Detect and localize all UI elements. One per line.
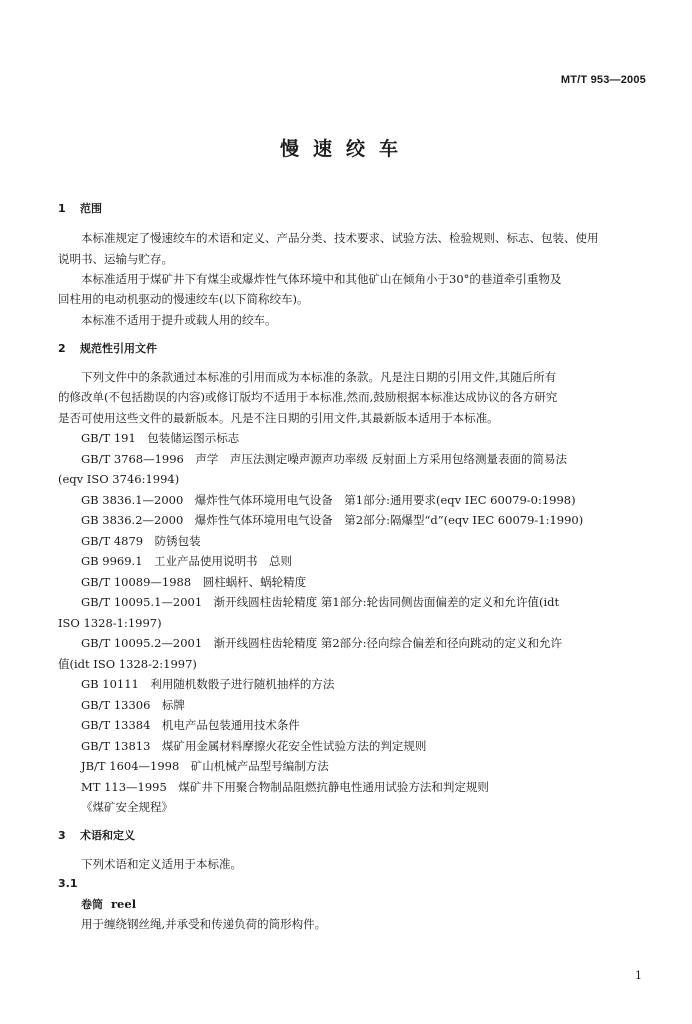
paragraph-line: 本标准规定了慢速绞车的术语和定义、产品分类、技术要求、试验方法、检验规则、标志、包装、使用 — [81, 231, 599, 245]
paragraph-line: 下列文件中的条款通过本标准的引用而成为本标准的条款。凡是注日期的引用文件,其随后所有 — [81, 370, 557, 384]
section-number: 2 — [58, 342, 66, 355]
term-entry — [81, 897, 136, 912]
subsection-number: 3.1 — [58, 877, 78, 890]
reference-item: GB 3836.1—2000 爆炸性气体环境用电气设备 第1部分:通用要求(eqv IEC 60079-0:1998) — [81, 493, 576, 507]
reference-item: GB/T 13813 煤矿用金属材料摩擦火花安全性试验方法的判定规则 — [81, 739, 427, 753]
reference-item: GB/T 10089—1988 圆柱蜗杆、蜗轮精度 — [81, 575, 307, 589]
reference-item: GB/T 10095.2—2001 渐开线圆柱齿轮精度 第2部分:径向综合偏差和径向跳动的定义和允许 — [81, 636, 563, 650]
section-title: 术语和定义 — [80, 829, 135, 842]
term-definition: 用于缠绕钢丝绳,并承受和传递负荷的筒形构件。 — [81, 917, 327, 931]
paragraph-line: 下列术语和定义适用于本标准。 — [81, 857, 242, 871]
reference-item-continued: 值(idt ISO 1328-2:1997) — [58, 657, 197, 671]
paragraph-line: 本标准不适用于提升或载人用的绞车。 — [81, 313, 277, 327]
section-title: 规范性引用文件 — [80, 342, 157, 355]
document-title: 慢速绞车 — [279, 138, 412, 160]
reference-item: MT 113—1995 煤矿井下用聚合物制品阻燃抗静电性通用试验方法和判定规则 — [81, 780, 489, 794]
section-3-heading — [58, 829, 135, 843]
reference-item: JB/T 1604—1998 矿山机械产品型号编制方法 — [81, 759, 329, 773]
reference-item: GB 10111 利用随机数骰子进行随机抽样的方法 — [81, 677, 335, 691]
section-1-heading — [58, 202, 102, 216]
reference-item-continued: ISO 1328-1:1997) — [58, 616, 162, 630]
section-number: 3 — [58, 829, 66, 842]
paragraph-line: 说明书、运输与贮存。 — [58, 252, 173, 266]
reference-item: GB 3836.2—2000 爆炸性气体环境用电气设备 第2部分:隔爆型“d”(eqv IEC 60079-1:1990) — [81, 513, 584, 527]
term-chinese: 卷筒 — [81, 898, 103, 911]
paragraph-line: 回柱用的电动机驱动的慢速绞车(以下简称绞车)。 — [58, 292, 309, 306]
term-english: reel — [111, 897, 137, 911]
reference-item-continued: (eqv ISO 3746:1994) — [58, 472, 180, 486]
document-code: MT/T 953—2005 — [560, 74, 646, 86]
section-number: 1 — [58, 202, 66, 215]
reference-item: GB/T 13306 标牌 — [81, 698, 185, 712]
page-number: 1 — [635, 969, 642, 982]
reference-item: GB/T 10095.1—2001 渐开线圆柱齿轮精度 第1部分:轮齿同侧齿面偏差的定义和允许值(idt — [81, 595, 560, 609]
paragraph-line: 本标准适用于煤矿井下有煤尘或爆炸性气体环境中和其他矿山在倾角小于30°的巷道牵引重物及 — [81, 272, 562, 286]
reference-item: GB/T 3768—1996 声学 声压法测定噪声源声功率级 反射面上方采用包络测量表面的简易法 — [81, 452, 568, 466]
reference-item: GB/T 13384 机电产品包装通用技术条件 — [81, 718, 300, 732]
reference-item: GB/T 4879 防锈包装 — [81, 534, 201, 548]
paragraph-line: 的修改单(不包括勘误的内容)或修订版均不适用于本标准,然而,鼓励根据本标准达成协议的各方研究 — [58, 390, 558, 404]
section-title: 范围 — [80, 202, 102, 215]
section-2-heading — [58, 342, 157, 356]
paragraph-line: 是否可使用这些文件的最新版本。凡是不注日期的引用文件,其最新版本适用于本标准。 — [58, 411, 499, 425]
reference-item: GB/T 191 包装储运图示标志 — [81, 431, 240, 445]
reference-item: GB 9969.1 工业产品使用说明书 总则 — [81, 554, 293, 568]
reference-item: 《煤矿安全规程》 — [81, 800, 173, 814]
